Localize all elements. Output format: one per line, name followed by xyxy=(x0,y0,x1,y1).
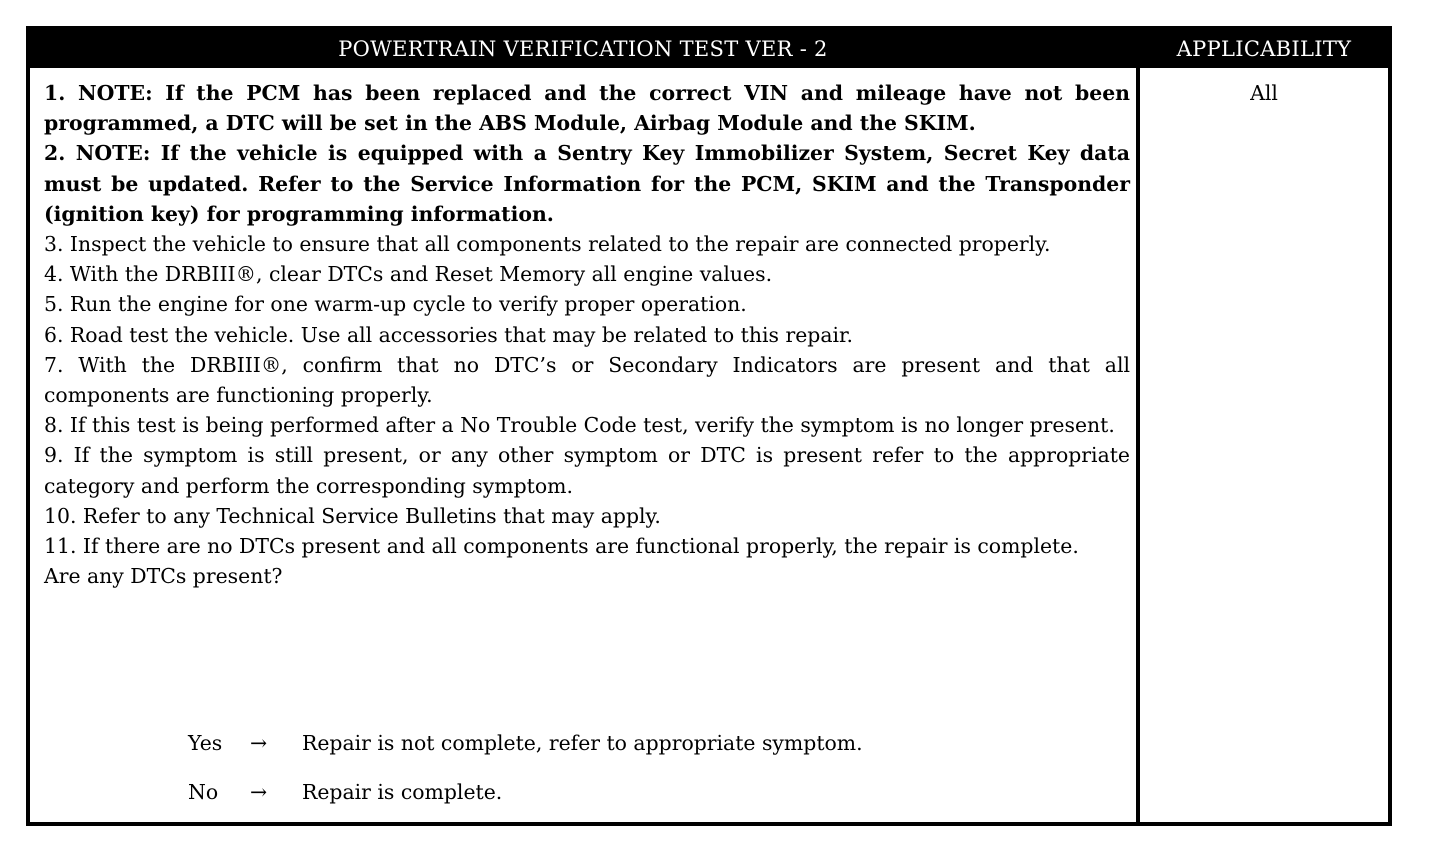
step-11: 11. If there are no DTCs present and all components are functional properly, the repair is complete. xyxy=(44,534,1079,559)
answer-no xyxy=(188,777,863,807)
step-4: 4. With the DRBIII®, clear DTCs and Reset Memory all engine values. xyxy=(44,262,773,287)
applicability-header: APPLICABILITY xyxy=(1176,37,1352,61)
applicability-value: All xyxy=(1250,81,1278,105)
answer-result: Repair is complete. xyxy=(302,780,503,804)
arrow-right-icon: → xyxy=(250,780,268,804)
step-9: 9. If the symptom is still present, or any other symptom or DTC is present refer to the appropriate category and perform the corresponding symptom. xyxy=(44,443,1130,498)
answer-result: Repair is not complete, refer to appropriate symptom. xyxy=(302,731,863,755)
test-steps xyxy=(44,78,1130,591)
column-divider xyxy=(1136,30,1140,822)
step-8: 8. If this test is being performed after a No Trouble Code test, verify the symptom is no longer present. xyxy=(44,413,1115,438)
step-5: 5. Run the engine for one warm-up cycle to verify proper operation. xyxy=(44,292,747,317)
answer-key: No xyxy=(188,780,219,804)
step-3: 3. Inspect the vehicle to ensure that all components related to the repair are connected properly. xyxy=(44,232,1051,257)
answer-list xyxy=(188,728,863,807)
arrow-right-icon: → xyxy=(250,731,268,755)
step-1-note: 1. NOTE: If the PCM has been replaced and the correct VIN and mileage have not been programmed, a DTC will be set in the ABS Module, Airbag Module and the SKIM. xyxy=(44,81,1130,136)
test-title: POWERTRAIN VERIFICATION TEST VER - 2 xyxy=(338,37,828,61)
table-header xyxy=(30,30,1388,68)
question: Are any DTCs present? xyxy=(44,564,283,589)
step-2-note: 2. NOTE: If the vehicle is equipped with a Sentry Key Immobilizer System, Secret Key data must be updated. Refer to the Service Information for the PCM, SKIM and the Transponder (ignition key) for programming information. xyxy=(44,141,1130,226)
answer-yes xyxy=(188,728,863,758)
answer-key: Yes xyxy=(188,731,223,755)
step-10: 10. Refer to any Technical Service Bulletins that may apply. xyxy=(44,503,661,528)
step-7: 7. With the DRBIII®, confirm that no DTC’s or Secondary Indicators are present and that all components are functioning properly. xyxy=(44,352,1130,408)
step-6: 6. Road test the vehicle. Use all accessories that may be related to this repair. xyxy=(44,322,853,347)
test-table xyxy=(26,26,1392,826)
